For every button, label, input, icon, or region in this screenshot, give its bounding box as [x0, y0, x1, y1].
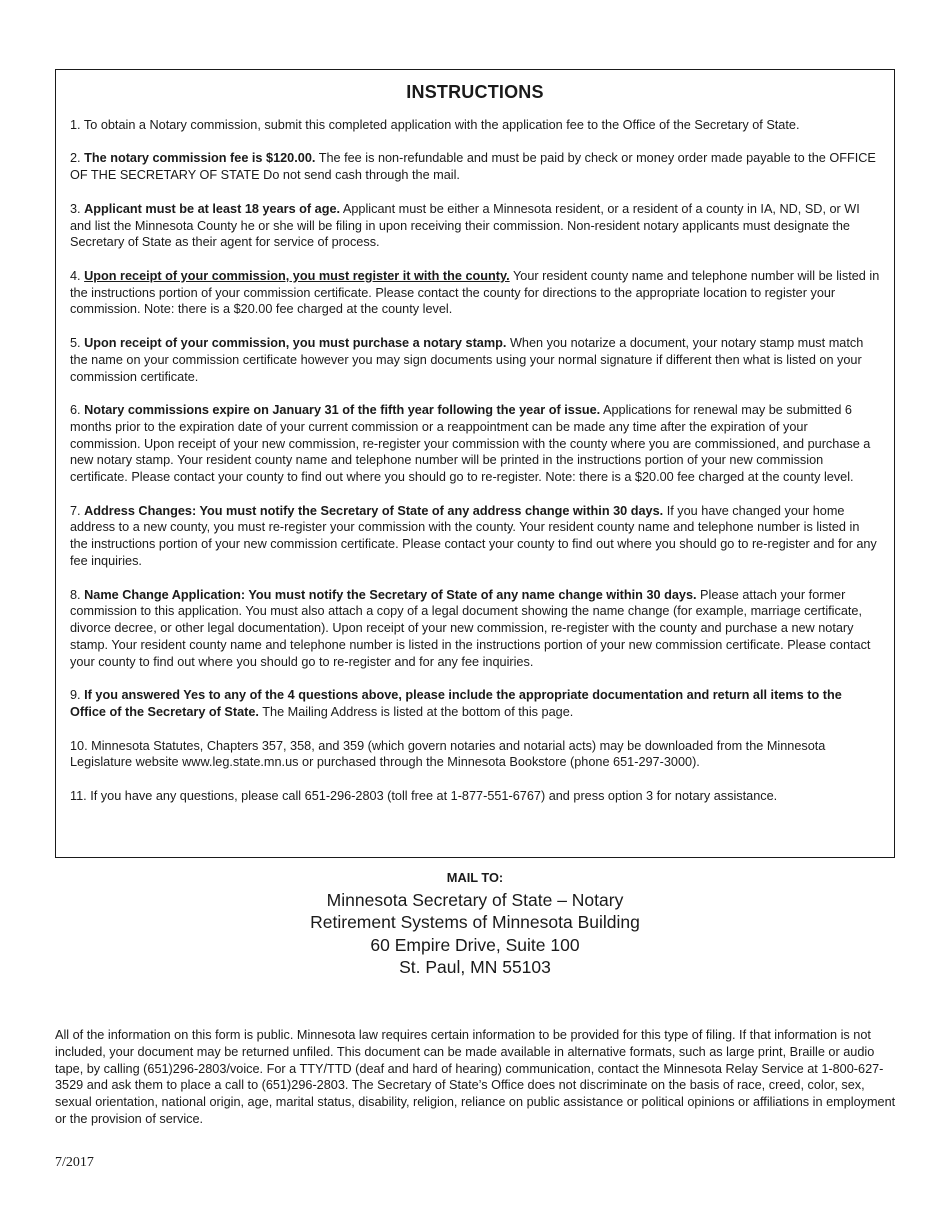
mailing-address-block — [0, 870, 950, 978]
item-text: If you have any questions, please call 651-296-2803 (toll free at 1-877-551-6767) and press option 3 for notary assistance. — [90, 788, 778, 803]
instruction-item-4 — [70, 268, 880, 318]
mail-address-line-1: Minnesota Secretary of State – Notary — [326, 890, 624, 910]
item-text: Please attach your former commission to this application. You must also attach a copy of a legal document showing the name change (for example, marriage certificate, divorce decree, or other legal documentation). Upon receipt of your new commission, re-register with the county and purchase a new notary stamp. Your resident county name and telephone number is listed in the instructions portion of your new commission certificate. Please contact your county to find out where you should go to re-register and for any fee inquiries. — [70, 587, 871, 669]
mail-address-line-2: Retirement Systems of Minnesota Building — [310, 912, 640, 933]
item-text: The Mailing Address is listed at the bottom of this page. — [258, 705, 574, 720]
item-bold-text: Name Change Application: You must notify the Secretary of State of any name change within 30 days. — [84, 587, 697, 602]
item-text: Applicant must be either a Minnesota resident, or a resident of a county in IA, ND, SD, or WI and list the Minnesota County he or she will be filing in upon receiving their commission. Non-resident notary applicants must designate the Secretary of State as their agent for service of process. — [70, 201, 860, 250]
instruction-item-3 — [70, 201, 880, 251]
mail-address-line-3: 60 Empire Drive, Suite 100 — [370, 934, 580, 955]
instructions-box — [55, 69, 895, 858]
item-number: 4. — [70, 268, 85, 283]
item-text: The fee is non-refundable and must be paid by check or money order made payable to the OFFICE OF THE SECRETARY OF STATE Do not send cash through the mail. — [70, 151, 876, 183]
instruction-item-11 — [70, 788, 880, 805]
item-bold-text: Applicant must be at least 18 years of age. — [84, 201, 341, 216]
instructions-title: INSTRUCTIONS — [406, 82, 544, 102]
item-bold-text: Address Changes: You must notify the Secretary of State of any address change within 30 days. — [84, 503, 664, 518]
instruction-item-6 — [70, 402, 880, 486]
instruction-item-5 — [70, 335, 880, 385]
instruction-item-7 — [70, 503, 880, 570]
item-number: 10. — [70, 738, 92, 753]
instruction-item-8 — [70, 587, 880, 671]
item-text: If you have changed your home address to a new county, you must re-register your commission with the county. Your resident county name and telephone number is listed in the instructions portion of your new commission certificate. Please contact your county to find out where you should go to re-register and for any fee inquiries. — [70, 503, 877, 569]
instruction-item-2 — [70, 150, 880, 184]
item-number: 1. — [70, 118, 84, 132]
item-number: 8. — [70, 587, 85, 602]
public-information-notice: All of the information on this form is public. Minnesota law requires certain information to be provided for this type of filing. If that information is not included, your document may be returned unfiled. This document can be made available in alternative formats, such as large print, Braille or audio tape, by calling (651)296-2803/voice. For a TTY/TTD (deaf and hard of hearing) communication, contact the Minnesota Relay Service at 1-800-627-3529 and ask them to place a call to (651)296-2803. The Secretary of State’s Office does not discriminate on the basis of race, creed, color, sex, sexual orientation, national origin, age, marital status, disability, religion, reliance on public assistance or political opinions or affiliations in employment or the provision of service. — [55, 1028, 896, 1126]
item-bold-underlined-text: Upon receipt of your commission, you must register it with the county. — [84, 268, 510, 283]
instruction-item-10 — [70, 738, 880, 772]
form-revision-date: 7/2017 — [55, 1155, 94, 1170]
item-number: 11. — [70, 788, 91, 803]
instruction-item-1 — [70, 117, 880, 134]
item-number: 3. — [70, 201, 85, 216]
item-text: Applications for renewal may be submitted 6 months prior to the expiration date of your current commission or a reappointment can be made any time after the expiration of your commission. Upon receipt of your new commission, re-register your commission with the county where you are commissioned, and purchase a new notary stamp. Your resident county name and telephone number will be printed in the instructions portion of your new commission certificate. Please contact your county to find out where you should go to re-register. Note: there is a $20.00 fee charged at the county level. — [70, 403, 871, 485]
item-text: Your resident county name and telephone number will be listed in the instructions portion of your commission certificate. Please contact the county for directions to the appropriate location to register your commission. Note: there is a $20.00 fee charged at the county level. — [70, 268, 880, 317]
item-number: 2. — [70, 151, 85, 166]
item-bold-text: The notary commission fee is $120.00. — [84, 151, 316, 166]
item-number: 5. — [70, 335, 85, 350]
item-text: Minnesota Statutes, Chapters 357, 358, and 359 (which govern notaries and notarial acts) may be downloaded from the Minnesota Legislature website www.leg.state.mn.us or purchased through the Minnesota Bookstore (phone 651-297-3000). — [70, 738, 826, 770]
instruction-item-9 — [70, 687, 880, 721]
item-number: 9. — [70, 688, 85, 703]
mail-to-label: MAIL TO: — [446, 870, 504, 885]
item-bold-text: Upon receipt of your commission, you must purchase a notary stamp. — [84, 335, 507, 350]
item-bold-text: Notary commissions expire on January 31 of the fifth year following the year of issue. — [84, 403, 601, 417]
item-number: 6. — [70, 403, 85, 417]
item-text: To obtain a Notary commission, submit this completed application with the application fee to the Office of the Secretary of State. — [83, 118, 800, 132]
item-number: 7. — [70, 503, 85, 518]
item-bold-text: If you answered Yes to any of the 4 questions above, please include the appropriate documentation and return all items to the Office of the Secretary of State. — [70, 688, 842, 720]
mail-address-line-4: St. Paul, MN 55103 — [399, 956, 551, 977]
item-text: When you notarize a document, your notary stamp must match the name on your commission certificate however you may sign documents using your normal signature if different then what is listed on your commission certificate. — [70, 335, 864, 384]
